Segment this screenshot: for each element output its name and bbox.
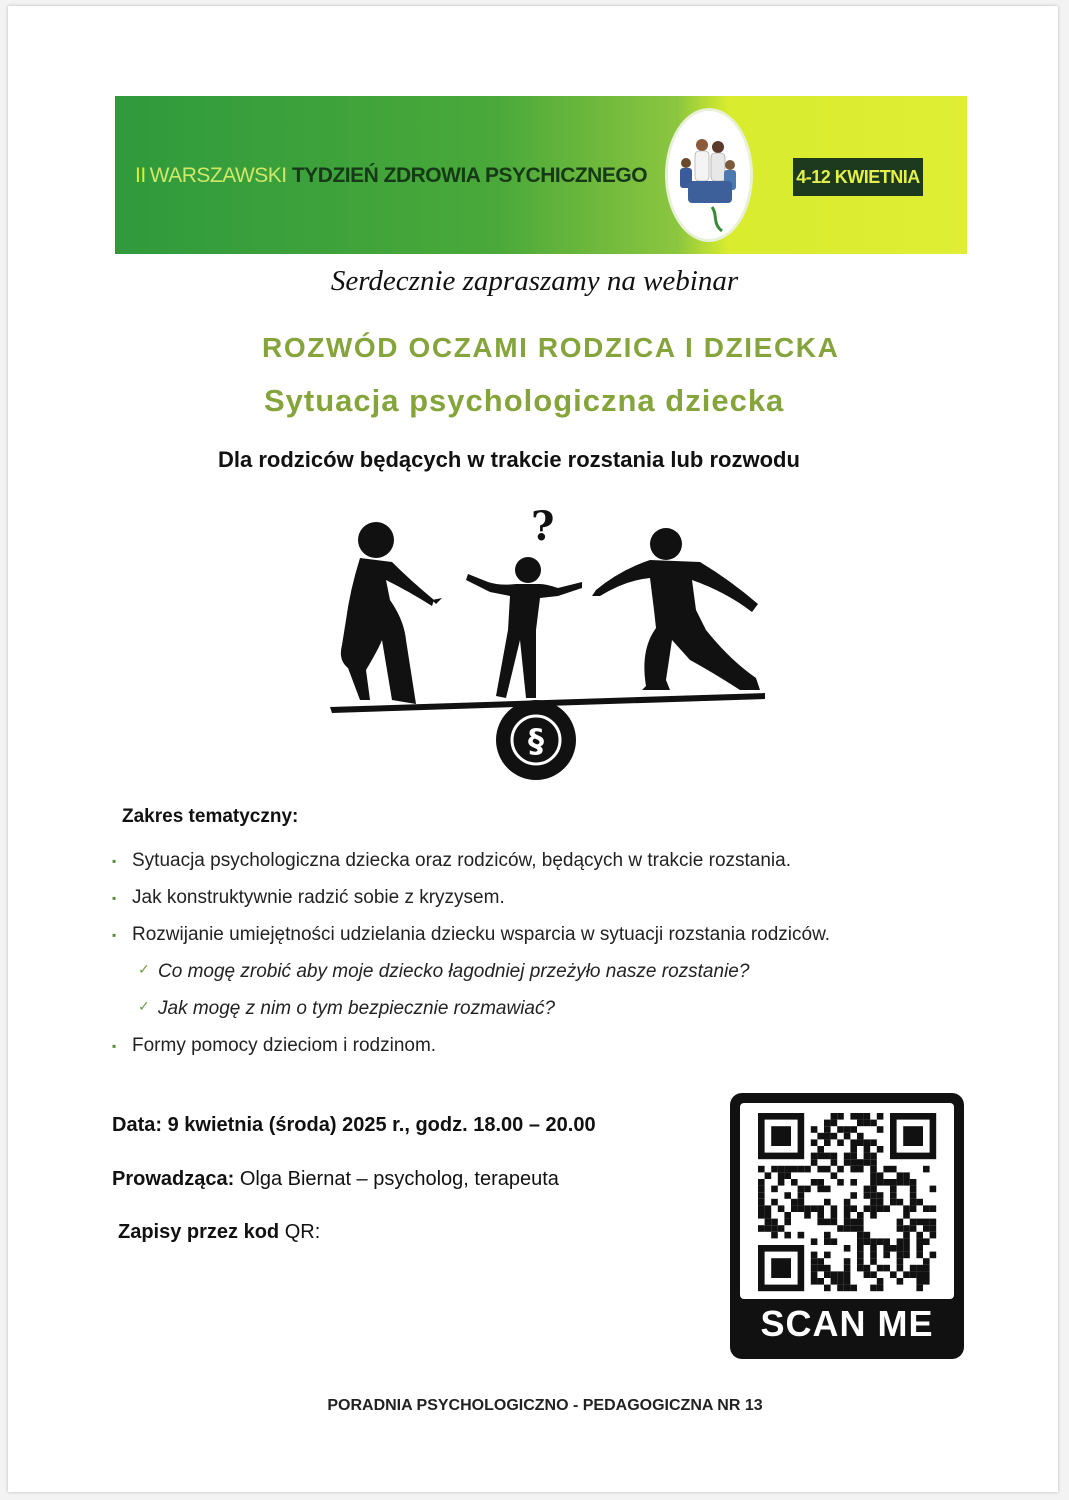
host-label: Prowadząca: — [112, 1168, 235, 1190]
target-audience: Dla rodziców będących w trakcie rozstania lub rozwodu — [218, 447, 800, 472]
date-value: 9 kwietnia (środa) 2025 r., godz. 18.00 – 20.00 — [167, 1114, 596, 1136]
checkmark-icon: ✓ — [138, 961, 150, 977]
list-item-text: Jak mogę z nim o tym bezpiecznie rozmawiać? — [158, 998, 556, 1019]
bullet-icon: ▪ — [112, 928, 117, 942]
bullet-icon: ▪ — [112, 1039, 117, 1053]
list-item — [112, 850, 962, 887]
event-dates-badge: 4-12 KWIETNIA — [793, 158, 923, 196]
list-item-text: Sytuacja psychologiczna dziecka oraz rodziców, będących w trakcie rozstania. — [132, 850, 791, 871]
scope-heading: Zakres tematyczny: — [122, 806, 299, 827]
qr-code[interactable] — [740, 1103, 954, 1299]
event-banner — [115, 96, 967, 254]
qr-code-icon — [740, 1103, 954, 1299]
banner-edition: II — [135, 164, 146, 187]
list-item-text: Formy pomocy dzieciom i rodzinom. — [132, 1035, 437, 1056]
list-item — [112, 924, 962, 961]
event-signup — [118, 1221, 320, 1244]
event-host — [112, 1168, 559, 1191]
child-silhouette — [466, 557, 582, 698]
list-item — [112, 998, 962, 1035]
webinar-title: ROZWÓD OCZAMI RODZICA I DZIECKA — [262, 332, 840, 363]
event-date — [112, 1114, 596, 1137]
banner-title — [135, 164, 647, 188]
checkmark-icon: ✓ — [138, 998, 150, 1014]
list-item — [112, 961, 962, 998]
webinar-subtitle: Sytuacja psychologiczna dziecka — [264, 383, 785, 418]
banner-title-bold: TYDZIEŃ ZDROWIA PSYCHICZNEGO — [291, 164, 648, 187]
banner-title-light: WARSZAWSKI — [149, 164, 287, 187]
signup-label: Zapisy przez kod — [118, 1221, 280, 1243]
date-label: Data: — [112, 1114, 163, 1136]
signup-value: QR: — [284, 1221, 321, 1243]
divorce-illustration — [320, 500, 780, 790]
organizer-footer: PORADNIA PSYCHOLOGICZNO - PEDAGOGICZNA NR 13 — [327, 1397, 763, 1414]
question-mark: ? — [531, 503, 555, 550]
bullet-icon: ▪ — [112, 854, 117, 868]
scan-me-label: SCAN ME — [760, 1303, 934, 1344]
paragraph-symbol: § — [528, 722, 544, 760]
list-item-text: Rozwijanie umiejętności udzielania dziecku wsparcia w sytuacji rozstania rodziców. — [132, 924, 831, 945]
qr-code-card[interactable] — [730, 1093, 964, 1359]
host-value: Olga Biernat – psycholog, terapeuta — [239, 1168, 559, 1190]
list-item — [112, 887, 962, 924]
parent-left-silhouette — [341, 522, 442, 704]
family-photo-icon — [665, 108, 753, 242]
parent-right-silhouette — [592, 528, 760, 690]
invitation-text: Serdecznie zapraszamy na webinar — [330, 265, 739, 297]
bullet-icon: ▪ — [112, 891, 117, 905]
list-item-text: Co mogę zrobić aby moje dziecko łagodniej przeżyło nasze rozstanie? — [158, 961, 750, 982]
list-item-text: Jak konstruktywnie radzić sobie z kryzysem. — [132, 887, 505, 908]
paragraph-coin-icon — [496, 700, 576, 780]
topic-list — [112, 850, 962, 1072]
list-item — [112, 1035, 962, 1072]
